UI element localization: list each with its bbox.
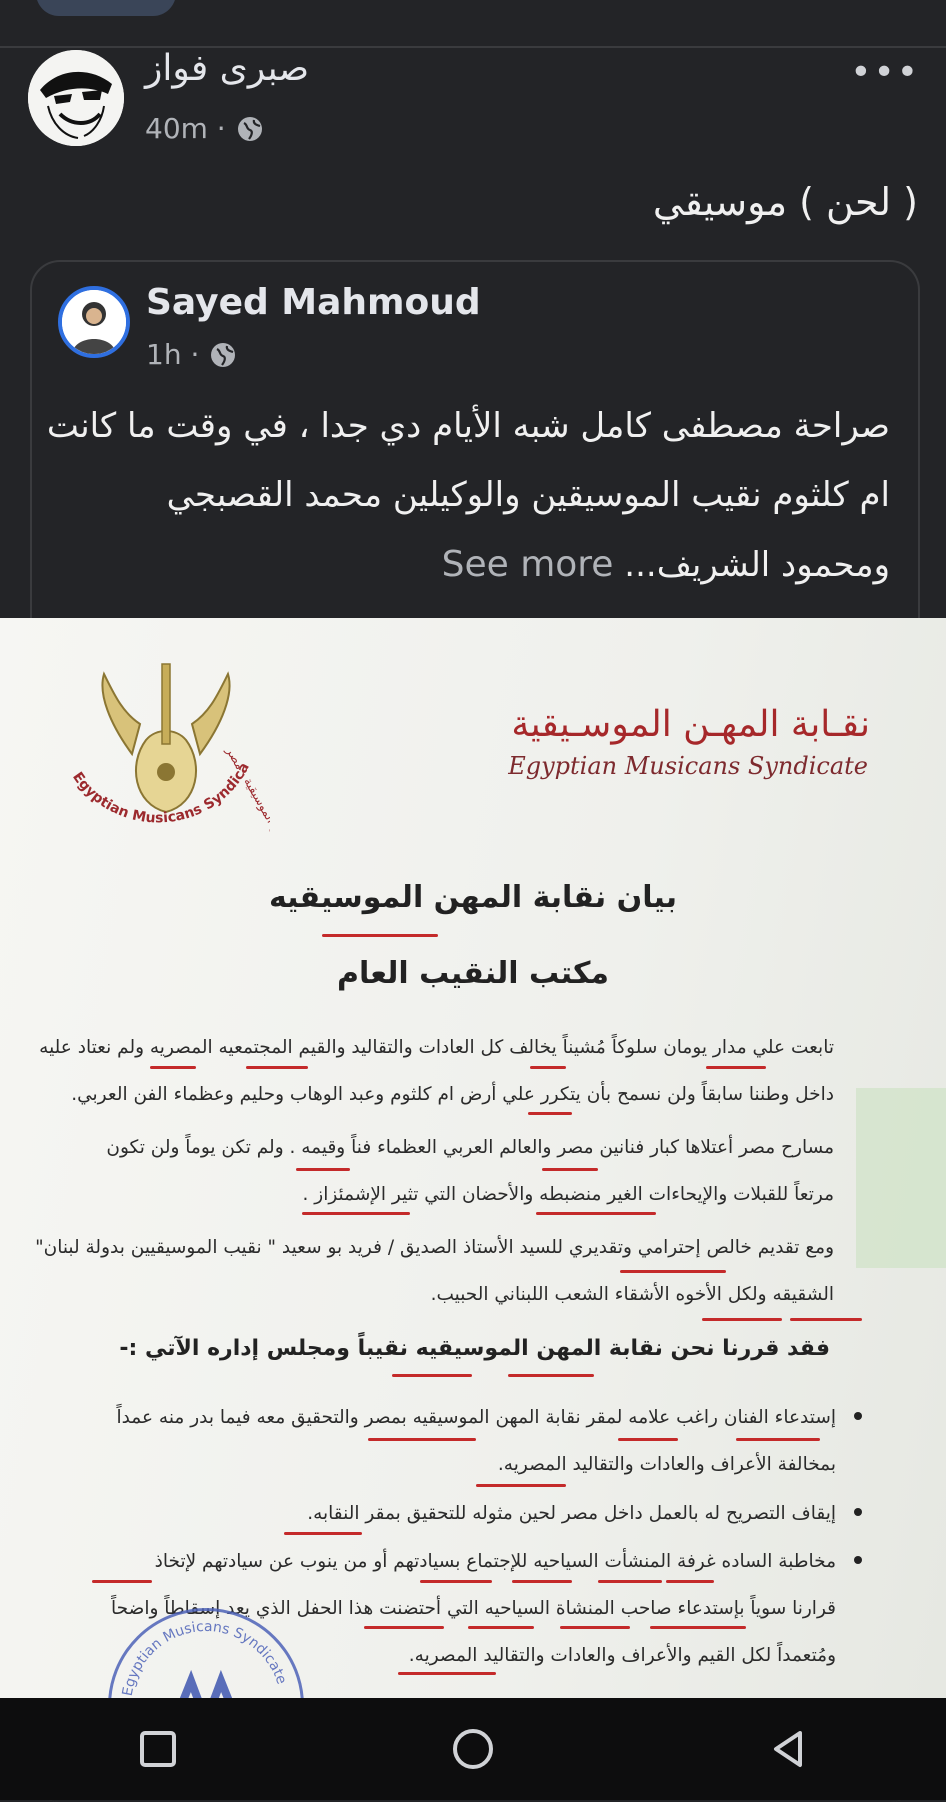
logo-arabic-text: المهن الموسيقية - مصر [223, 744, 270, 854]
para-line: داخل وطننا سابقاً ولن نسمح بأن يتكرر علي أرض ام كلثوم وعبد الوهاب وحليم وعظماء الفن العربي. [71, 1084, 834, 1105]
red-underline [420, 1580, 492, 1583]
red-underline [284, 1532, 362, 1535]
red-underline [702, 1318, 782, 1321]
bullet-line: ومُتعمداً لكل القيم والأعراف والعادات والتقاليد المصريه. [408, 1645, 836, 1666]
bullet-dot [854, 1412, 862, 1420]
red-underline [536, 1212, 656, 1215]
blue-stamp [108, 1608, 304, 1698]
globe-icon [209, 341, 237, 369]
post-time: 40m · [145, 112, 226, 145]
paper-edge [856, 1088, 946, 1268]
avatar-sketch-icon [28, 50, 124, 146]
profile-photo-icon [62, 290, 126, 354]
bullet-dot [854, 1556, 862, 1564]
top-pill-button[interactable] [36, 0, 176, 16]
logo-arc-text: Egyptian Musicans Syndica [69, 760, 253, 827]
letterhead-english: Egyptian Musicans Syndicate [508, 752, 868, 780]
para-line: مرتعاً للقبلات والإيحاءات الغير منضبطه والأحضان التي تثير الإشمئزاز . [302, 1184, 834, 1205]
home-button[interactable] [433, 1709, 513, 1789]
red-underline [392, 1374, 472, 1377]
post-author[interactable]: صبرى فواز [145, 48, 310, 89]
red-underline [150, 1066, 196, 1069]
shared-post-text [46, 392, 890, 600]
red-underline [790, 1318, 862, 1321]
red-underline [302, 1212, 410, 1215]
doc-subtitle: مكتب النقيب العام [336, 956, 610, 991]
red-underline [368, 1438, 476, 1441]
recents-button[interactable] [118, 1709, 198, 1789]
red-underline [364, 1626, 444, 1629]
post-image-document[interactable] [0, 618, 946, 1698]
decision-heading: فقد قررنا نحن نقابة المهن الموسيقيه نقيباً ومجلس إداره الآتي :- [119, 1336, 830, 1361]
red-underline [530, 1066, 566, 1069]
red-underline [736, 1438, 820, 1441]
red-underline [666, 1580, 714, 1583]
recents-square-icon [138, 1729, 178, 1769]
red-underline [620, 1270, 726, 1273]
paragraph-2 [54, 1124, 834, 1218]
see-more-link[interactable]: See more [441, 544, 614, 585]
para-line: مسارح مصر أعتلاها كبار فنانين مصر والعالم العربي العظماء فناً وقيمه . ولم تكن يوماً ولن تكون [106, 1137, 834, 1158]
stamp-text: Egyptian Musicans Syndicate [119, 1618, 290, 1698]
letterhead-arabic: نقـابة المهـن الموسـيقية [511, 704, 870, 745]
post-meta [145, 112, 264, 145]
red-underline [92, 1580, 152, 1583]
more-dots-icon[interactable]: ••• [850, 52, 920, 93]
red-underline [542, 1168, 598, 1171]
para-line: تابعت علي مدار يومان سلوكاً مُشيناً يخالف كل العادات والتقاليد والقيم المجتمعيه المصريه ولم نعتاد عليه [39, 1037, 834, 1058]
shared-avatar[interactable] [58, 286, 130, 358]
red-underline [468, 1626, 534, 1629]
para-line: ومع تقديم خالص إحترامي وتقديري للسيد الأستاذ الصديق / فريد بو سعيد " نقيب الموسيقيين بدولة لبنان" [35, 1237, 834, 1258]
red-underline [560, 1626, 630, 1629]
bullet-2 [46, 1490, 836, 1537]
system-navbar [0, 1698, 946, 1800]
red-underline [398, 1672, 496, 1675]
bullet-line: إيقاف التصريح له بالعمل داخل مصر لحين مثوله للتحقيق بمقر النقابه. [307, 1503, 836, 1524]
red-underline [246, 1066, 308, 1069]
red-underline [706, 1066, 766, 1069]
oud-tulip-logo-icon [50, 654, 270, 854]
shared-line: ومحمود الشريف... [624, 545, 890, 585]
globe-icon [236, 115, 264, 143]
red-underline [528, 1112, 572, 1115]
back-triangle-icon [768, 1729, 808, 1769]
bullet-1 [46, 1394, 836, 1488]
syndicate-logo [50, 654, 270, 854]
avatar[interactable] [28, 50, 124, 146]
shared-line-last [70, 530, 890, 600]
bullet-dot [854, 1508, 862, 1516]
home-circle-icon [451, 1727, 495, 1771]
red-underline [322, 934, 438, 937]
bullet-line: قرارنا سوياً بإستدعاء صاحب المنشاة السياحيه التي أحتضنت هذا الحفل الذي يعد إسقاطاً واضحاً [111, 1598, 836, 1619]
doc-title: بيان نقابة المهن الموسيقيه [268, 880, 677, 915]
red-underline [508, 1374, 594, 1377]
red-underline [598, 1580, 662, 1583]
shared-line: صراحة مصطفى كامل شبه الأيام دي جدا ، في وقت ما كانت [46, 406, 890, 446]
stamp-seal-icon [111, 1611, 301, 1698]
shared-line: ام كلثوم نقيب الموسيقين والوكيلين محمد القصبجي [166, 475, 890, 515]
shared-meta [146, 338, 237, 371]
bullet-line: مخاطبة الساده غرفة المنشأت السياحيه للإجتماع بسيادتهم أو من ينوب عن سيادتهم لإتخاذ [154, 1551, 836, 1572]
red-underline [618, 1438, 678, 1441]
paragraph-1 [39, 1024, 834, 1118]
red-underline [650, 1626, 746, 1629]
red-underline [476, 1484, 566, 1487]
divider [0, 46, 946, 48]
red-underline [512, 1580, 572, 1583]
bullet-line: بمخالفة الأعراف والعادات والتقاليد المصريه. [497, 1454, 836, 1475]
back-button[interactable] [748, 1709, 828, 1789]
shared-time: 1h · [146, 338, 200, 371]
para-line: الشقيقه ولكل الأخوه الأشقاء الشعب اللبناني الحبيب. [430, 1284, 834, 1305]
shared-author[interactable]: Sayed Mahmoud [146, 282, 481, 323]
bullet-line: إستدعاء الفنان راغب علامه لمقر نقابة المهن الموسيقيه بمصر والتحقيق معه فيما بدر منه عمداً [116, 1407, 836, 1428]
post-text: ( لحن ) موسيقي [652, 180, 918, 224]
red-underline [296, 1168, 350, 1171]
